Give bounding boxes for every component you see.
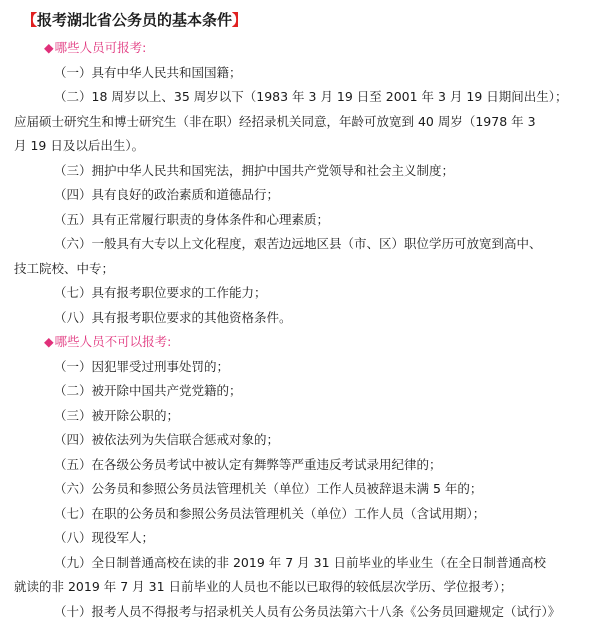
allowed-item-6-continued: 技工院校、中专； <box>14 260 115 276</box>
allowed-item-5: （五）具有正常履行职责的身体条件和心理素质； <box>54 211 330 227</box>
title-text: 报考湖北省公务员的基本条件 <box>37 11 233 29</box>
diamond-bullet-icon: ◆ <box>44 40 54 55</box>
disallowed-item-6: （六）公务员和参照公务员法管理机关（单位）工作人员被辞退未满 5 年的； <box>54 481 483 496</box>
section-heading-text: 哪些人员可报考: <box>54 40 147 55</box>
section-heading-disallowed <box>14 330 586 355</box>
allowed-item-3: （三）拥护中华人民共和国宪法，拥护中国共产党领导和社会主义制度； <box>54 162 455 178</box>
disallowed-item-5: （五）在各级公务员考试中被认定有舞弊等严重违反考试录用纪律的； <box>54 456 442 472</box>
disallowed-item-10: （十）报考人员不得报考与招录机关人员有公务员法第六十八条《公务员回避规定（试行）》 <box>54 603 561 619</box>
disallowed-item-4: （四）被依法列为失信联合惩戒对象的； <box>54 432 280 447</box>
allowed-item-7: （七）具有报考职位要求的工作能力； <box>54 285 267 300</box>
allowed-item-2: （二）18 周岁以上、35 周岁以下（1983 年 3 月 19 日至 2001 年 3 月 19 日期间出生）； <box>54 89 568 104</box>
allowed-item-6: （六）一般具有大专以上文化程度，艰苦边远地区县（市、区）职位学历可放宽到高中、 <box>54 236 542 251</box>
disallowed-item-9-continued: 就读的非 2019 年 7 月 31 日前毕业的人员也不能以已取得的较低层次学历、学位报考）； <box>14 579 513 594</box>
section-heading-text: 哪些人员不可以报考: <box>54 334 172 349</box>
disallowed-item-1: （一）因犯罪受过刑事处罚的； <box>54 358 230 374</box>
document-title <box>22 8 586 32</box>
allowed-item-1: （一）具有中华人民共和国国籍； <box>54 64 242 80</box>
disallowed-item-7: （七）在职的公务员和参照公务员法管理机关（单位）工作人员（含试用期）； <box>54 505 486 521</box>
allowed-item-4: （四）具有良好的政治素质和道德品行； <box>54 187 280 202</box>
title-open-bracket: 【 <box>22 11 38 29</box>
allowed-item-8: （八）具有报考职位要求的其他资格条件。 <box>54 309 292 325</box>
disallowed-item-8: （八）现役军人； <box>54 530 155 545</box>
section-heading-allowed <box>14 36 586 61</box>
allowed-item-2-continued: 应届硕士研究生和博士研究生（非在职）经招录机关同意，年龄可放宽到 40 周岁（1978 年 3 <box>14 113 536 129</box>
disallowed-item-3: （三）被开除公职的； <box>54 407 180 423</box>
title-close-bracket: 】 <box>232 11 248 29</box>
allowed-item-2-continued-2: 月 19 日及以后出生）。 <box>14 138 145 153</box>
disallowed-item-2: （二）被开除中国共产党党籍的； <box>54 383 242 398</box>
disallowed-item-9: （九）全日制普通高校在读的非 2019 年 7 月 31 日前毕业的毕业生（在全日制普通高校 <box>54 554 547 570</box>
diamond-bullet-icon: ◆ <box>44 334 54 349</box>
